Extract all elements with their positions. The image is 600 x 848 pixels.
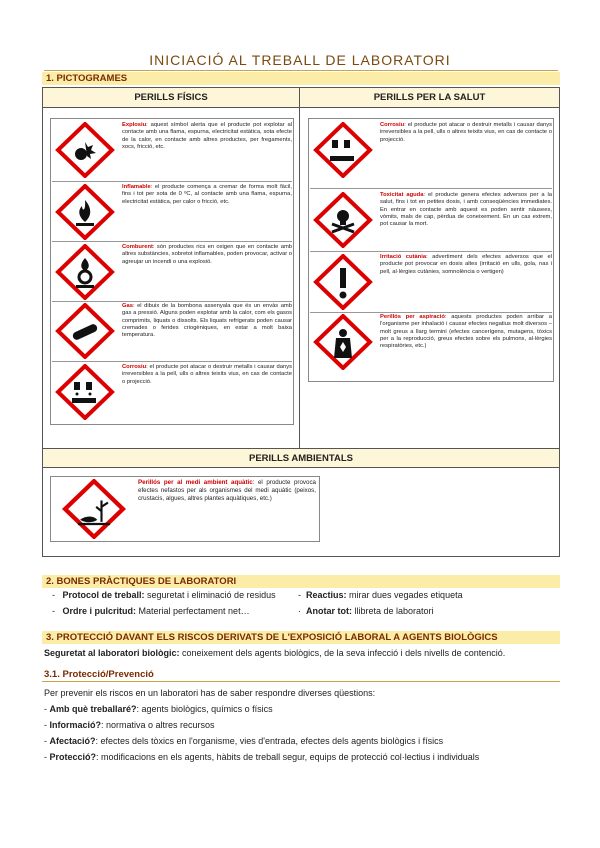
question-text: : agents biològics, químics o físics	[136, 704, 273, 714]
hazard-item-oxidizer	[52, 244, 292, 305]
divider	[310, 312, 552, 313]
gas-cylinder-icon	[52, 303, 118, 364]
hazard-description: : aquests productes poden arribar a l'organisme per inhalació i causar efectes negatius molt diversos – molt greus a llarg termini (efectes cancerígens, mutagens, tòxics per a la reproducció, greus efectes sobre els pulmons, al·lèrgies respiratòries, etc.)	[380, 314, 553, 350]
bullet-dash: -	[44, 752, 50, 762]
hazard-item-environment	[54, 479, 316, 544]
skull-crossbones-icon	[310, 192, 376, 253]
bullet-dash: -	[44, 720, 50, 730]
practice-row	[52, 590, 276, 600]
hazard-name: Perillós per al medi ambient aquàtic	[138, 479, 253, 486]
health-item-aspiration	[310, 314, 552, 375]
divider	[52, 361, 292, 362]
column-divider	[299, 88, 300, 448]
divider	[310, 188, 552, 189]
bullet-dash: -	[44, 736, 50, 746]
col-head-physical: PERILLS FÍSICS	[43, 88, 299, 108]
question-text: : modificacions en els agents, hàbits de treball segur, equips de protecció col·lectius i individuals	[96, 752, 480, 762]
question-item	[44, 720, 215, 730]
question-item	[44, 752, 479, 762]
hazard-description: : són productes rics en oxigen que en contacte amb altres substàncies, sobretot inflamables, poden provocar, activar o agreujar un incendi o una explosió.	[122, 244, 292, 265]
col-head-health: PERILLS PER LA SALUT	[299, 88, 559, 108]
corrosive-icon	[310, 122, 376, 183]
practice-label: Reactius:	[306, 590, 347, 600]
section-3-heading: 3. PROTECCIÓ DAVANT ELS RISCOS DERIVATS DE L'EXPOSICIÓ LABORAL A AGENTS BIOLÒGICS	[42, 631, 560, 644]
bullet-dash: -	[52, 590, 63, 600]
question-label: Amb què treballaré?	[49, 704, 137, 714]
practice-label: Protocol de treball:	[62, 590, 145, 600]
divider	[52, 301, 292, 302]
question-item	[44, 736, 443, 746]
question-label: Protecció?	[49, 752, 97, 762]
hazard-description: : el producte pot atacar o destruir metalls i causar danys irreversibles a la pell, ulls o altres teixits vius, en cas de contacte o projecció.	[122, 364, 292, 385]
practice-text: mirar dues vegades etiqueta	[346, 590, 463, 600]
divider	[52, 241, 292, 242]
hazard-name: Inflamable	[122, 184, 151, 190]
intro-paragraph	[44, 648, 505, 658]
health-item-acute-toxicity	[310, 192, 552, 253]
hazard-description: : el producte provoca efectes nefastos per als organismes del medi aquàtic (peixos, crustacis, algues, altres plantes aquàtiques, etc.)	[138, 479, 316, 502]
lead-paragraph: Per prevenir els riscos en un laboratori has de saber respondre diverses qüestions:	[44, 688, 376, 698]
subsection-heading: 3.1. Protecció/Prevenció	[42, 668, 560, 682]
question-text: : efectes dels tòxics en l'organisme, vies d'entrada, efectes dels agents biològics i físics	[95, 736, 444, 746]
flame-over-circle-icon	[52, 244, 118, 305]
hazard-name: Perillós per aspiració	[380, 314, 445, 320]
health-item-irritant	[310, 254, 552, 315]
practice-row	[52, 606, 250, 616]
practice-label: Anotar tot:	[306, 606, 352, 616]
hazard-name: Comburent	[122, 244, 153, 250]
bullet-dot: ·	[298, 606, 306, 616]
section-2-heading: 2. BONES PRÀCTIQUES DE LABORATORI	[42, 575, 560, 588]
section-1-heading: 1. PICTOGRAMES	[42, 72, 560, 85]
hazard-name: Irritació cutània	[380, 254, 427, 260]
hazard-name: Gas	[122, 303, 133, 309]
hazard-description: : aquest símbol alerta que el producte pot explotar al contacte amb una flama, espurna, electricitat estàtica, sota efecte de la calor, en contacte amb altres productes, per fregaments, xocs, fricció, etc.	[122, 122, 292, 150]
question-label: Afectació?	[49, 736, 96, 746]
practice-text: Material perfectament net…	[136, 606, 250, 616]
divider	[52, 181, 292, 182]
hazard-description: : el producte genera efectes adversos per a la salut, fins i tot en petites dosis, i amb conseqüències immediates. En entrar en contacte amb aquest es poden sentir nàusees, vòmits, mals de cap, pèrdua de coneixement. En un cas extrem, pot causar la mort.	[380, 192, 552, 228]
explosive-icon	[52, 122, 118, 183]
hazard-item-gas	[52, 303, 292, 364]
health-hazard-icon	[310, 314, 376, 375]
col-head-env: PERILLS AMBIENTALS	[43, 448, 559, 468]
practice-text: seguretat i eliminació de residus	[144, 590, 276, 600]
flame-icon	[52, 184, 118, 245]
hazard-description: : el producte pot atacar o destruir metalls i causar danys irreversibles a la pell, ulls o altres teixits vius, en cas de contacte o projecció.	[380, 122, 552, 143]
question-label: Informació?	[49, 720, 102, 730]
hazard-description: : advertiment dels efectes adversos que el producte pot provocar en dosis altes (irritació en ulls, gola, nas i pell, al·lèrgies cutànies, somnolència o vertigen)	[380, 254, 552, 275]
question-item	[44, 704, 273, 714]
divider	[310, 251, 552, 252]
health-item-corrosive	[310, 122, 552, 183]
hazard-name: Corrosiu	[122, 364, 147, 370]
bullet-dash: -	[298, 590, 306, 600]
hazard-item-explosive	[52, 122, 292, 183]
intro-text: coneixement dels agents biològics, de la seva infecció i dels nivells de contenció.	[179, 648, 506, 658]
exclamation-icon	[310, 254, 376, 315]
hazard-name: Toxicitat aguda	[380, 192, 424, 198]
practice-text: llibreta de laboratori	[352, 606, 434, 616]
hazard-item-flammable	[52, 184, 292, 245]
hazard-item-corrosive	[52, 364, 292, 425]
bullet-dash: -	[52, 606, 63, 616]
practice-row	[298, 590, 463, 600]
title-rule	[44, 70, 558, 71]
corrosive-icon	[52, 364, 118, 425]
hazard-name: Explosiu	[122, 122, 147, 128]
page-title: INICIACIÓ AL TREBALL DE LABORATORI	[149, 52, 451, 68]
hazard-description: : el producte comença a cremar de forma molt fàcil, fins i tot per sota de 0 ºC, al contacte amb una flama, espurna, electricitat estàtica, per calor o fricció, etc.	[122, 184, 292, 205]
intro-label: Seguretat al laboratori biològic:	[44, 648, 180, 658]
practice-label: Ordre i pulcritud:	[62, 606, 137, 616]
hazard-description: : el dibuix de la bombona assenyala que és un envàs amb gas a pressió. Alguns poden explotar amb la calor, com els gasos comprimits, liquats o dissolts. Els liquats refrigerats poden causar cremades o ferides criogèniques, en estar a molt baixa temperatura.	[122, 303, 292, 339]
environment-icon	[54, 479, 134, 544]
practice-row	[298, 606, 434, 616]
bullet-dash: -	[44, 704, 50, 714]
hazard-name: Corrosiu	[380, 122, 405, 128]
question-text: : normativa o altres recursos	[101, 720, 215, 730]
